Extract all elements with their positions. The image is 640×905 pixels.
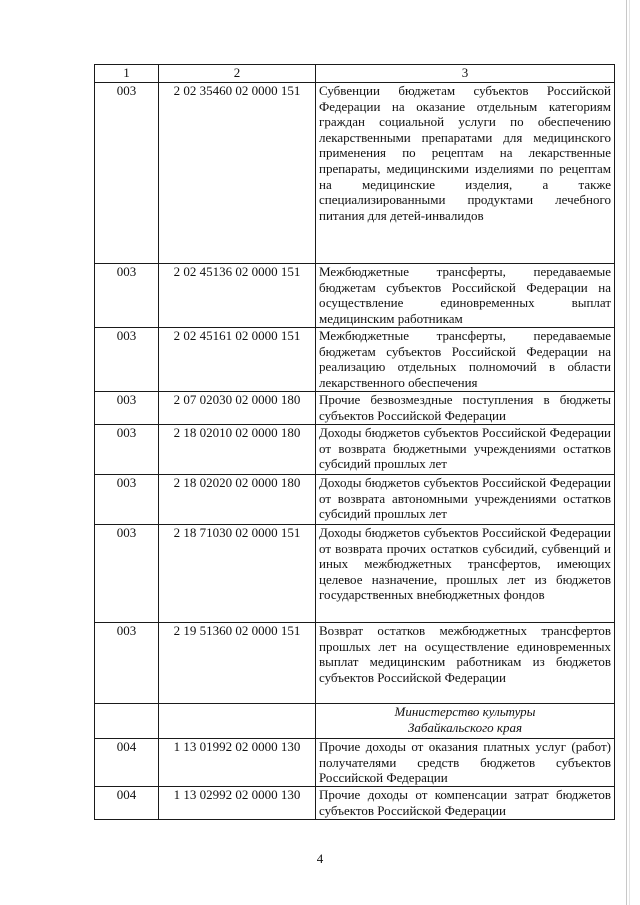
empty-cell (159, 704, 316, 739)
table-row (95, 264, 615, 328)
table-row (95, 623, 615, 704)
table-row (95, 328, 615, 392)
budget-code-cell: 2 07 02030 02 0000 180 (159, 392, 316, 425)
ministry-heading-line: Министерство культуры (394, 704, 536, 719)
table-row (95, 425, 615, 475)
budget-code-cell: 2 02 45161 02 0000 151 (159, 328, 316, 392)
section-row (95, 704, 615, 739)
budget-code-cell: 2 18 71030 02 0000 151 (159, 525, 316, 623)
table-row (95, 787, 615, 820)
empty-cell (95, 704, 159, 739)
admin-code-cell: 004 (95, 787, 159, 820)
budget-code-cell: 1 13 02992 02 0000 130 (159, 787, 316, 820)
budget-code-cell: 2 19 51360 02 0000 151 (159, 623, 316, 704)
table-row (95, 83, 615, 264)
description-cell: Доходы бюджетов субъектов Российской Федерации от возврата автономными учреждениями остатков субсидий прошлых лет (316, 475, 615, 525)
ministry-heading (316, 704, 615, 739)
admin-code-cell: 003 (95, 525, 159, 623)
description-cell: Возврат остатков межбюджетных трансфертов прошлых лет на осуществление единовременных выплат медицинским работникам из бюджетов субъектов Российской Федерации (316, 623, 615, 704)
description-cell: Прочие доходы от компенсации затрат бюджетов субъектов Российской Федерации (316, 787, 615, 820)
table-row (95, 739, 615, 787)
description-cell: Межбюджетные трансферты, передаваемые бюджетам субъектов Российской Федерации на реализацию отдельных полномочий в области лекарственного обеспечения (316, 328, 615, 392)
budget-code-cell: 1 13 01992 02 0000 130 (159, 739, 316, 787)
table-row (95, 475, 615, 525)
budget-code-cell: 2 02 35460 02 0000 151 (159, 83, 316, 264)
table-row (95, 525, 615, 623)
revenue-codes-table (94, 64, 615, 820)
scan-edge-line (626, 0, 627, 905)
description-cell: Субвенции бюджетам субъектов Российской Федерации на оказание отдельным категориям граждан социальной услуги по обеспечению лекарственными препаратами для медицинского применения по рецептам на лекарственные препараты, медицинскими изделиями по рецептам на медицинские изделия, а также специализированными продуктами лечебного питания для детей-инвалидов (316, 83, 615, 264)
admin-code-cell: 003 (95, 623, 159, 704)
budget-code-cell: 2 02 45136 02 0000 151 (159, 264, 316, 328)
table-row (95, 392, 615, 425)
scan-edge-line (629, 0, 630, 905)
admin-code-cell: 003 (95, 425, 159, 475)
admin-code-cell: 003 (95, 264, 159, 328)
ministry-heading-line: Забайкальского края (407, 719, 523, 735)
header-row (95, 65, 615, 83)
description-cell: Доходы бюджетов субъектов Российской Федерации от возврата бюджетными учреждениями остатков субсидий прошлых лет (316, 425, 615, 475)
description-cell: Прочие безвозмездные поступления в бюджеты субъектов Российской Федерации (316, 392, 615, 425)
column-header-1: 1 (95, 65, 159, 83)
description-cell: Прочие доходы от оказания платных услуг (работ) получателями средств бюджетов субъектов Российской Федерации (316, 739, 615, 787)
admin-code-cell: 003 (95, 328, 159, 392)
admin-code-cell: 004 (95, 739, 159, 787)
admin-code-cell: 003 (95, 475, 159, 525)
description-cell: Доходы бюджетов субъектов Российской Федерации от возврата прочих остатков субсидий, субвенций и иных межбюджетных трансфертов, имеющих целевое назначение, прошлых лет из бюджетов государственных внебюджетных фондов (316, 525, 615, 623)
admin-code-cell: 003 (95, 83, 159, 264)
admin-code-cell: 003 (95, 392, 159, 425)
description-cell: Межбюджетные трансферты, передаваемые бюджетам субъектов Российской Федерации на осуществление единовременных выплат медицинским работникам (316, 264, 615, 328)
budget-code-cell: 2 18 02020 02 0000 180 (159, 475, 316, 525)
budget-code-cell: 2 18 02010 02 0000 180 (159, 425, 316, 475)
column-header-2: 2 (159, 65, 316, 83)
page-number: 4 (316, 851, 324, 866)
column-header-3: 3 (316, 65, 615, 83)
